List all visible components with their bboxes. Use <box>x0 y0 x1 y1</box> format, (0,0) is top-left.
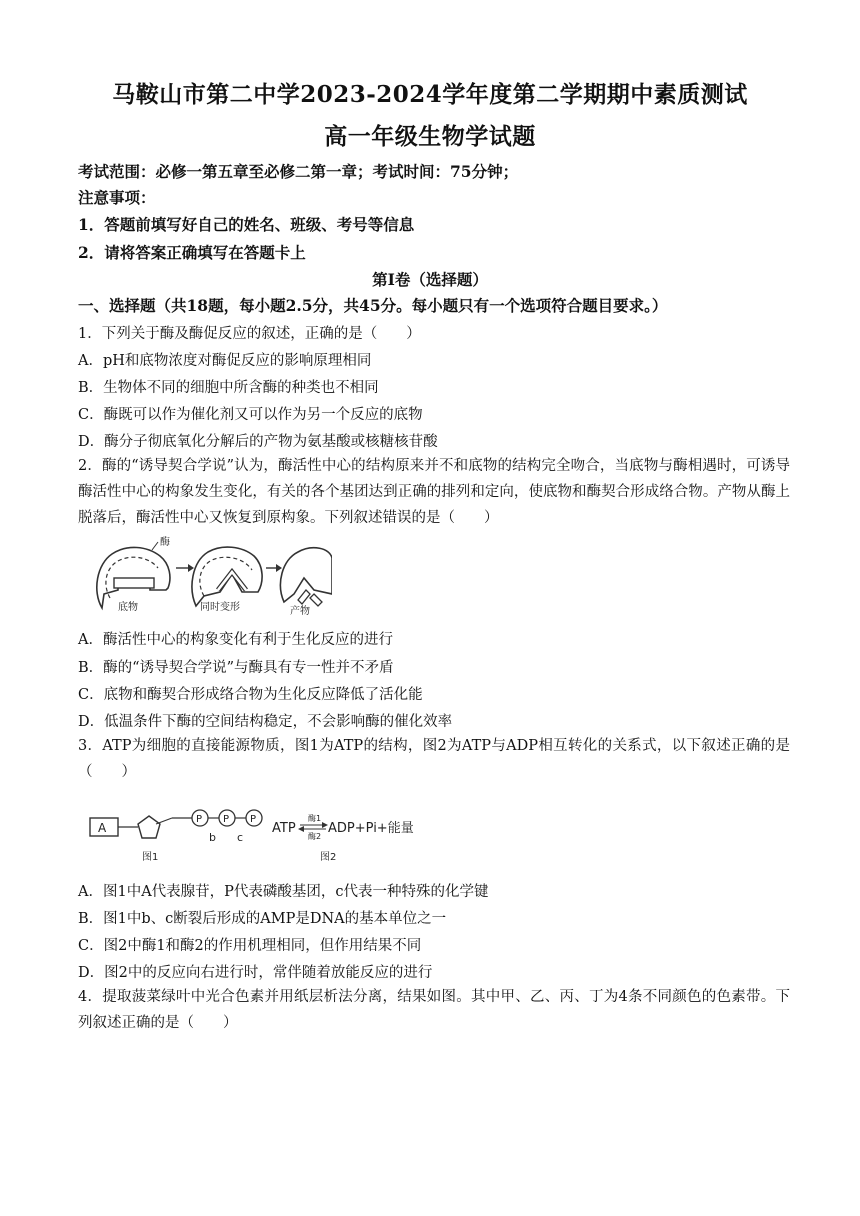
notice-rule-2: 2．请将答案正确填写在答题卡上 <box>78 243 306 262</box>
exam-title: 马鞍山市第二中学2023-2024学年度第二学期期中素质测试 <box>112 81 748 108</box>
question-3-stem: 3．ATP为细胞的直接能源物质，图1为ATP的结构，图2为ATP与ADP相互转化的关系式，以下叙述正确的是（ ） <box>78 738 790 780</box>
label-change: 同时变形 <box>200 602 240 613</box>
question-3-option-b: B．图1中b、c断裂后形成的AMP是DNA的基本单位之一 <box>78 911 447 927</box>
question-1-stem: 1．下列关于酶及酶促反应的叙述，正确的是（ ） <box>78 326 421 342</box>
question-1-option-b: B．生物体不同的细胞中所含酶的种类也不相同 <box>78 380 379 396</box>
question-1-option-d: D．酶分子彻底氧化分解后的产物为氨基酸或核糖核苷酸 <box>78 434 438 450</box>
notice-rule-1: 1．答题前填写好自己的姓名、班级、考号等信息 <box>78 215 415 234</box>
product-piece-2 <box>310 594 322 606</box>
label-substrate: 底物 <box>118 602 138 613</box>
label-product: 产物 <box>290 606 310 616</box>
section-heading: 一、选择题（共18题，每小题2.5分，共45分。每小题只有一个选项符合题目要求。） <box>78 296 668 315</box>
label-enzyme: 酶 <box>160 537 170 548</box>
figure-2-label: 图2 <box>320 852 337 863</box>
question-2-option-a: A．酶活性中心的构象变化有利于生化反应的进行 <box>78 632 393 648</box>
question-2-option-b: B．酶的“诱导契合学说”与酶具有专一性并不矛盾 <box>78 660 394 676</box>
question-3-option-c: C．图2中酶1和酶2的作用机理相同，但作用结果不同 <box>78 938 422 954</box>
label-products: ADP+Pi+能量 <box>328 821 414 836</box>
svg-text:P: P <box>196 814 203 825</box>
figure-1-label: 图1 <box>142 852 159 863</box>
question-1-option-a: A．pH和底物浓度对酶促反应的影响原理相同 <box>78 353 372 369</box>
svg-text:P: P <box>223 814 230 825</box>
notice-heading: 注意事项： <box>78 188 156 207</box>
question-2-option-d: D．低温条件下酶的空间结构稳定，不会影响酶的催化效率 <box>78 714 453 730</box>
atp-diagram <box>88 808 428 866</box>
label-bond-b: b <box>209 831 216 844</box>
label-a: A <box>98 821 107 835</box>
question-4-stem: 4．提取菠菜绿叶中光合色素并用纸层析法分离，结果如图。其中甲、乙、丙、丁为4条不同颜色的色素带。下列叙述正确的是（ ） <box>78 989 790 1031</box>
volume-title: 第I卷（选择题） <box>372 270 488 289</box>
svg-text:P: P <box>250 814 257 825</box>
exam-scope: 考试范围：必修一第五章至必修二第一章；考试时间：75分钟； <box>78 162 519 181</box>
induced-fit-diagram <box>92 536 332 616</box>
question-3-option-d: D．图2中的反应向右进行时，常伴随着放能反应的进行 <box>78 965 433 981</box>
question-1-option-c: C．酶既可以作为催化剂又可以作为另一个反应的底物 <box>78 407 423 423</box>
question-2-stem: 2．酶的“诱导契合学说”认为，酶活性中心的结构原来并不和底物的结构完全吻合，当底物与酶相遇时，可诱导酶活性中心的构象发生变化，有关的各个基团达到正确的排列和定向，使底物和酶契合形成络合物。产物从酶上脱落后，酶活性中心又恢复到原构象。下列叙述错误的是（ ） <box>78 458 790 526</box>
question-3-option-a: A．图1中A代表腺苷，P代表磷酸基团，c代表一种特殊的化学键 <box>78 884 489 900</box>
label-enzyme-2: 酶2 <box>308 832 322 841</box>
label-atp: ATP <box>272 821 296 836</box>
label-enzyme-1: 酶1 <box>308 814 322 823</box>
label-bond-c: c <box>237 831 244 844</box>
substrate-shape <box>114 578 154 588</box>
question-2-option-c: C．底物和酶契合形成络合物为生化反应降低了活化能 <box>78 687 423 703</box>
exam-subtitle: 高一年级生物学试题 <box>324 123 536 150</box>
ribose-pentagon <box>138 816 160 838</box>
product-piece-1 <box>298 590 310 604</box>
